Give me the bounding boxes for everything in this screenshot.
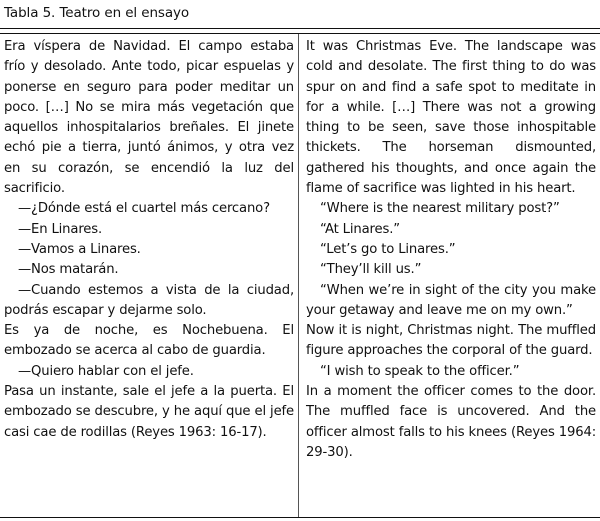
bottom-rule <box>0 517 600 518</box>
spanish-dialogue-line: —¿Dónde está el cuartel más cercano? <box>18 201 270 217</box>
spanish-dialogue-line: —Nos matarán. <box>18 262 119 278</box>
top-rule <box>0 28 600 29</box>
spanish-paragraph: Pasa un instante, sale el jefe a la puerta. El embozado se descubre, y he aquí que el jefe casi cae de rodillas (Reyes 1963: 16-17). <box>4 384 294 440</box>
english-dialogue-line: “I wish to speak to the officer.” <box>320 363 520 379</box>
table-caption: Tabla 5. Teatro en el ensayo <box>4 5 190 21</box>
english-dialogue-line: “They’ll kill us.” <box>320 262 422 278</box>
spanish-paragraph: Es ya de noche, es Nochebuena. El embozado se acerca al cabo de guardia. <box>4 323 294 359</box>
english-dialogue-line: “Let’s go to Linares.” <box>320 241 456 257</box>
spanish-dialogue-line: —Cuando estemos a vista de la ciudad, podrás escapar y dejarme solo. <box>4 282 294 318</box>
spanish-column <box>4 37 294 443</box>
column-divider <box>298 34 299 517</box>
spanish-paragraph: Era víspera de Navidad. El campo estaba frío y desolado. Ante todo, picar espuelas y ponerse en seguro para poder meditar un poco. […] No se mira más vegetación que aquellos inhospitalarios breñales. El jinete echó pie a tierra, juntó ánimos, y otra vez en su corazón, se encendió la luz del sacrificio. <box>4 39 294 197</box>
spanish-dialogue-line: —En Linares. <box>18 221 103 237</box>
english-column <box>306 37 596 463</box>
header-rule <box>0 33 600 34</box>
spanish-dialogue-line: —Vamos a Linares. <box>18 241 141 257</box>
english-paragraph: Now it is night, Christmas night. The muffled figure approaches the corporal of the guard. <box>306 323 596 359</box>
english-paragraph: In a moment the officer comes to the door. The muffled face is uncovered. And the officer almost falls to his knees (Reyes 1964: 29-30). <box>306 384 596 460</box>
english-dialogue-line: “When we’re in sight of the city you make your getaway and leave me on my own.” <box>306 282 596 318</box>
english-dialogue-line: “At Linares.” <box>320 221 400 237</box>
english-paragraph: It was Christmas Eve. The landscape was cold and desolate. The first thing to do was spur on and find a safe spot to meditate in for a while. […] There was not a growing thing to be seen, save those inhospitable thickets. The horseman dismounted, gathered his thoughts, and once again the flame of sacrifice was lighted in his heart. <box>306 39 596 197</box>
spanish-dialogue-line: —Quiero hablar con el jefe. <box>18 363 194 379</box>
english-dialogue-line: “Where is the nearest military post?” <box>320 201 560 217</box>
